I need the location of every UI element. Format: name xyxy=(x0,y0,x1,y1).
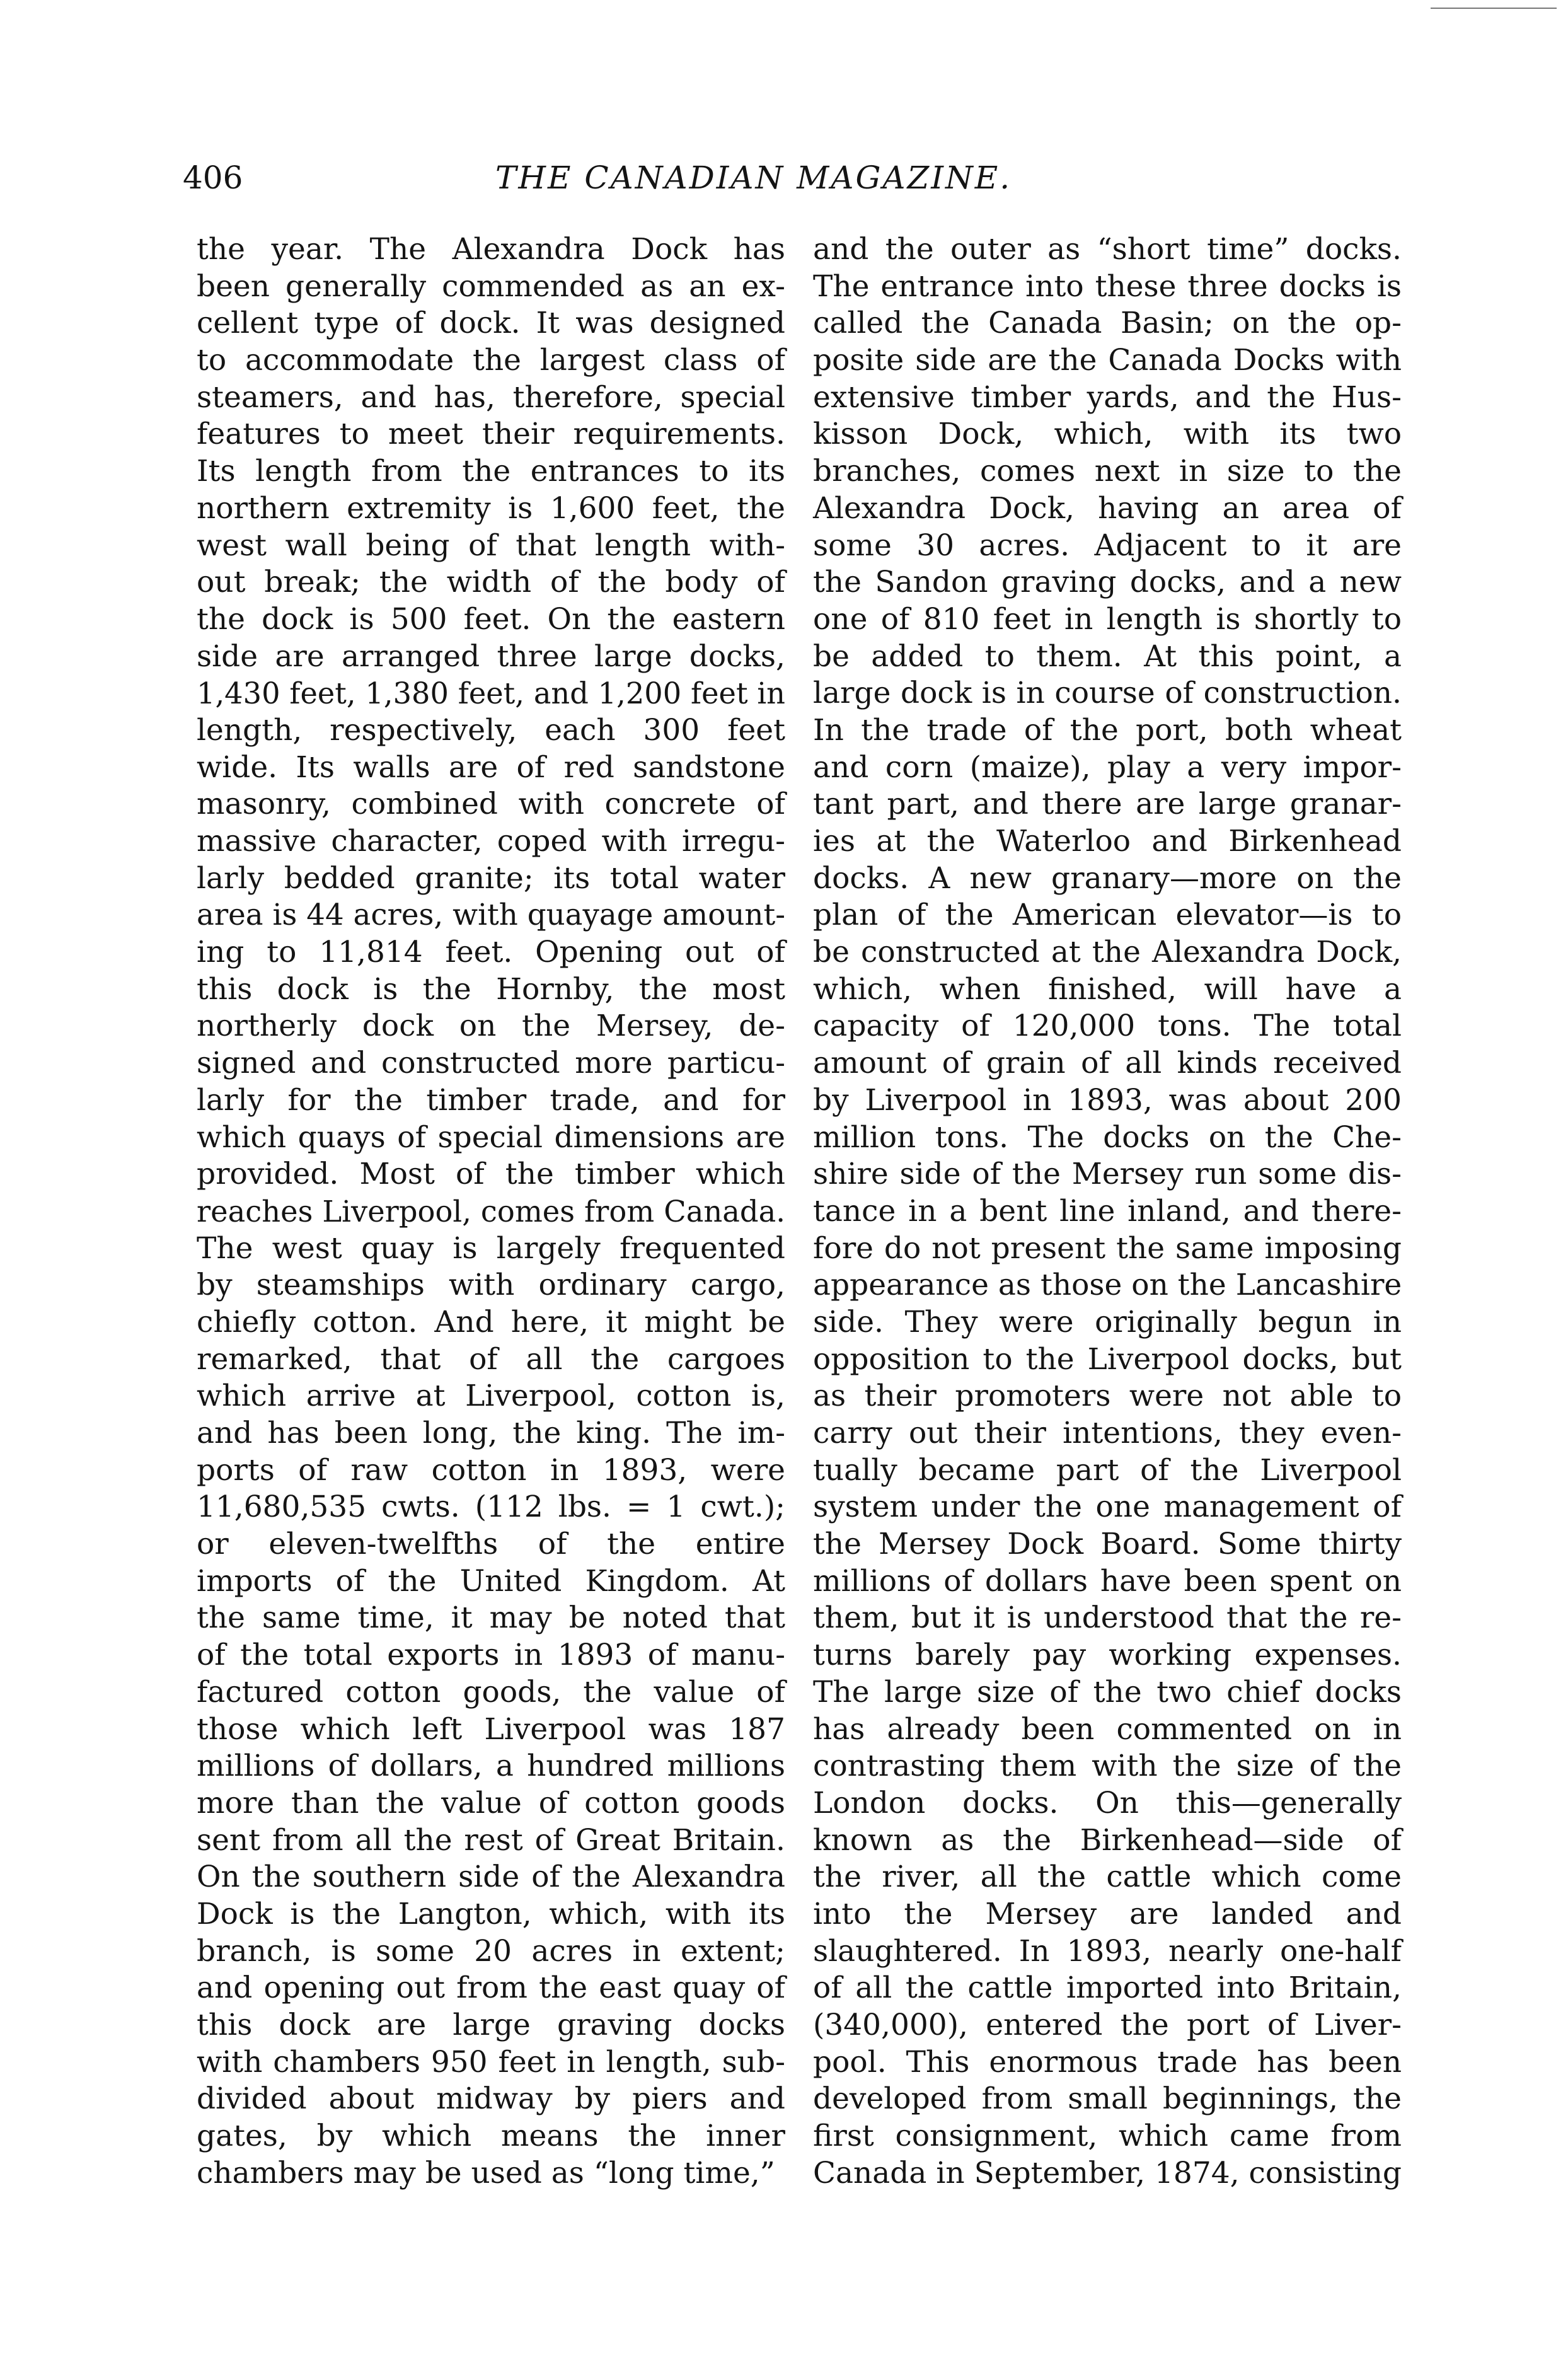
text-line: 11,680,535 cwts. (112 lbs. = 1 cwt.); xyxy=(197,1490,785,1525)
text-line: this dock are large graving docks xyxy=(197,2008,785,2042)
text-line: to accommodate the largest class of xyxy=(197,343,785,378)
text-line: chambers may be used as “long time,” xyxy=(197,2155,775,2190)
right-column xyxy=(813,231,1402,2192)
text-line: Alexandra Dock, having an area of xyxy=(813,490,1402,526)
text-line: system under the one management of xyxy=(813,1490,1402,1525)
text-line: the dock is 500 feet. On the eastern xyxy=(197,601,785,637)
text-line: the year. The Alexandra Dock has xyxy=(197,232,785,267)
text-line: and corn (maize), play a very impor- xyxy=(813,749,1402,785)
text-line: side. They were originally begun in xyxy=(813,1304,1402,1340)
text-line: branch, is some 20 acres in extent; xyxy=(197,1933,785,1969)
text-line: extensive timber yards, and the Hus- xyxy=(813,379,1402,415)
text-line: kisson Dock, which, with its two xyxy=(813,417,1402,452)
text-line: more than the value of cotton goods xyxy=(197,1785,785,1820)
text-line: larly bedded granite; its total water xyxy=(197,860,785,896)
text-line: massive character, coped with irregu- xyxy=(197,824,785,859)
text-line: appearance as those on the Lancashire xyxy=(813,1268,1402,1303)
text-line: divided about midway by piers and xyxy=(197,2081,785,2117)
text-line: northern extremity is 1,600 feet, the xyxy=(197,490,785,526)
text-line: area is 44 acres, with quayage amount- xyxy=(197,898,785,933)
text-line: million tons. The docks on the Che- xyxy=(813,1120,1402,1155)
text-line: cellent type of dock. It was designed xyxy=(197,306,785,341)
text-line: been generally commended as an ex- xyxy=(197,269,785,304)
text-line: steamers, and has, therefore, special xyxy=(197,379,785,415)
text-line: chiefly cotton. And here, it might be xyxy=(197,1304,785,1340)
text-line: tance in a bent line inland, and there- xyxy=(813,1193,1402,1229)
running-head: THE CANADIAN MAGAZINE. xyxy=(495,159,1012,196)
text-line: fore do not present the same imposing xyxy=(813,1230,1402,1266)
text-line: signed and constructed more particu- xyxy=(197,1046,785,1081)
text-line: plan of the American elevator—is to xyxy=(813,898,1402,933)
text-line: Dock is the Langton, which, with its xyxy=(197,1896,785,1931)
text-line: slaughtered. In 1893, nearly one-half xyxy=(813,1933,1402,1969)
text-line: with chambers 950 feet in length, sub- xyxy=(197,2044,785,2080)
text-line: The west quay is largely frequented xyxy=(197,1230,785,1266)
text-line: millions of dollars, a hundred millions xyxy=(197,1749,785,1784)
text-line: be added to them. At this point, a xyxy=(813,639,1402,674)
text-line: In the trade of the port, both wheat xyxy=(813,712,1402,748)
text-line: Canada in September, 1874, consisting xyxy=(813,2155,1402,2190)
text-line: tant part, and there are large granar- xyxy=(813,787,1402,822)
text-line: developed from small beginnings, the xyxy=(813,2081,1402,2117)
text-line: and has been long, the king. The im- xyxy=(197,1416,785,1450)
text-line: features to meet their requirements. xyxy=(197,417,785,452)
text-line: (340,000), entered the port of Liver- xyxy=(813,2008,1402,2042)
text-line: by steamships with ordinary cargo, xyxy=(197,1268,785,1303)
text-line: and opening out from the east quay of xyxy=(197,1970,785,2006)
text-line: out break; the width of the body of xyxy=(197,565,785,600)
text-line: The large size of the two chief docks xyxy=(813,1674,1402,1710)
text-line: contrasting them with the size of the xyxy=(813,1749,1402,1784)
text-line: some 30 acres. Adjacent to it are xyxy=(813,528,1402,563)
text-line: factured cotton goods, the value of xyxy=(197,1674,785,1710)
text-line: which arrive at Liverpool, cotton is, xyxy=(197,1379,785,1414)
text-line: one of 810 feet in length is shortly to xyxy=(813,601,1402,637)
text-line: masonry, combined with concrete of xyxy=(197,787,785,822)
text-line: by Liverpool in 1893, was about 200 xyxy=(813,1082,1402,1118)
text-line: called the Canada Basin; on the op- xyxy=(813,306,1402,341)
text-line: which, when finished, will have a xyxy=(813,971,1402,1007)
text-line: this dock is the Hornby, the most xyxy=(197,971,785,1007)
text-line: known as the Birkenhead—side of xyxy=(813,1822,1402,1858)
page-number: 406 xyxy=(183,159,243,196)
text-line: 1,430 feet, 1,380 feet, and 1,200 feet in xyxy=(197,676,785,711)
text-line: gates, by which means the inner xyxy=(197,2119,785,2154)
text-line: tually became part of the Liverpool xyxy=(813,1452,1402,1488)
text-line: the river, all the cattle which come xyxy=(813,1860,1402,1895)
text-line: them, but it is understood that the re- xyxy=(813,1600,1402,1636)
text-line: large dock is in course of construction. xyxy=(813,676,1402,711)
text-line: sent from all the rest of Great Britain. xyxy=(197,1822,785,1858)
text-line: posite side are the Canada Docks with xyxy=(813,343,1402,378)
top-edge-rule xyxy=(1431,8,1557,9)
text-line: larly for the timber trade, and for xyxy=(197,1082,785,1118)
text-line: reaches Liverpool, comes from Canada. xyxy=(197,1194,785,1229)
text-line: opposition to the Liverpool docks, but xyxy=(813,1341,1402,1377)
text-line: ing to 11,814 feet. Opening out of xyxy=(197,935,785,970)
text-line: length, respectively, each 300 feet xyxy=(197,712,785,748)
text-line: shire side of the Mersey run some dis- xyxy=(813,1157,1402,1192)
text-line: turns barely pay working expenses. xyxy=(813,1638,1402,1673)
text-line: those which left Liverpool was 187 xyxy=(197,1711,785,1747)
text-line: amount of grain of all kinds received xyxy=(813,1046,1402,1081)
text-line: northerly dock on the Mersey, de- xyxy=(197,1009,785,1044)
text-line: first consignment, which came from xyxy=(813,2119,1402,2154)
left-column xyxy=(197,231,785,2192)
text-line: wide. Its walls are of red sandstone xyxy=(197,749,785,785)
text-line: or eleven-twelfths of the entire xyxy=(197,1527,785,1562)
text-line: remarked, that of all the cargoes xyxy=(197,1341,785,1377)
text-line: provided. Most of the timber which xyxy=(197,1157,785,1192)
text-line: the Mersey Dock Board. Some thirty xyxy=(813,1527,1402,1562)
text-line: branches, comes next in size to the xyxy=(813,454,1402,489)
text-line: The entrance into these three docks is xyxy=(813,269,1402,304)
text-line: docks. A new granary—more on the xyxy=(813,860,1402,896)
text-line: London docks. On this—generally xyxy=(813,1785,1402,1820)
text-line: has already been commented on in xyxy=(813,1711,1402,1747)
text-line: millions of dollars have been spent on xyxy=(813,1563,1402,1599)
text-line: imports of the United Kingdom. At xyxy=(197,1563,785,1599)
text-line: into the Mersey are landed and xyxy=(813,1896,1402,1931)
text-line: Its length from the entrances to its xyxy=(197,454,785,489)
text-line: of all the cattle imported into Britain, xyxy=(813,1970,1402,2006)
text-line: be constructed at the Alexandra Dock, xyxy=(813,935,1402,970)
text-line: carry out their intentions, they even- xyxy=(813,1416,1402,1450)
text-line: ports of raw cotton in 1893, were xyxy=(197,1452,785,1488)
text-line: as their promoters were not able to xyxy=(813,1379,1402,1414)
text-line: of the total exports in 1893 of manu- xyxy=(197,1638,785,1673)
text-line: capacity of 120,000 tons. The total xyxy=(813,1009,1402,1044)
text-line: On the southern side of the Alexandra xyxy=(197,1860,785,1895)
text-line: west wall being of that length with- xyxy=(197,528,785,563)
text-line: side are arranged three large docks, xyxy=(197,639,785,674)
text-line: and the outer as “short time” docks. xyxy=(813,232,1402,267)
text-line: pool. This enormous trade has been xyxy=(813,2044,1402,2080)
text-line: ies at the Waterloo and Birkenhead xyxy=(813,824,1402,859)
text-line: the Sandon graving docks, and a new xyxy=(813,565,1402,600)
text-line: which quays of special dimensions are xyxy=(197,1120,785,1155)
text-line: the same time, it may be noted that xyxy=(197,1600,785,1636)
